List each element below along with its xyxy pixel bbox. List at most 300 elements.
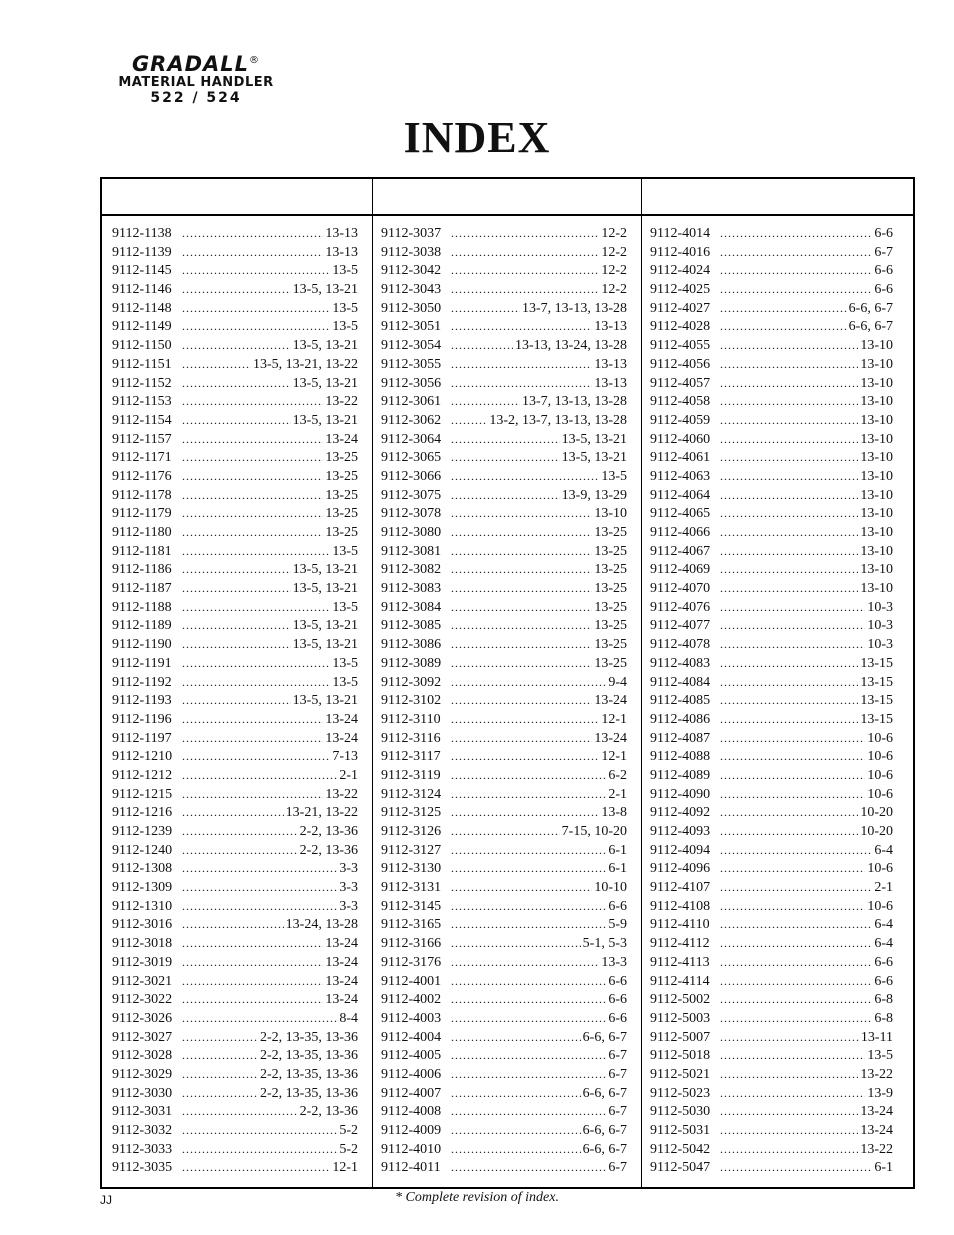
dot-leader (182, 841, 298, 861)
dot-leader (720, 841, 872, 861)
dot-leader (720, 729, 865, 749)
part-number: 9112-4088 (650, 749, 711, 765)
page-reference: 13-10 (860, 562, 893, 578)
dot-leader (720, 822, 858, 842)
index-entry (642, 691, 913, 710)
part-number: 9112-3075 (381, 487, 442, 503)
index-entry (102, 1102, 372, 1121)
index-entry (102, 261, 372, 280)
part-number: 9112-4002 (381, 992, 442, 1008)
part-number: 9112-1215 (112, 786, 173, 802)
dot-leader (720, 523, 858, 543)
part-number: 9112-3061 (381, 394, 442, 410)
page-reference: 13-5 (601, 468, 627, 484)
part-number: 9112-3086 (381, 637, 442, 653)
part-number: 9112-3042 (381, 263, 442, 279)
page-reference: 6-6, 6-7 (582, 1029, 627, 1045)
logo-subtitle: MATERIAL HANDLER (118, 75, 274, 90)
dot-leader (451, 972, 606, 992)
dot-leader (451, 1121, 581, 1141)
index-column-1 (102, 214, 373, 1187)
page-reference: 3-3 (339, 880, 358, 896)
page-reference: 2-2, 13-35, 13-36 (260, 1048, 358, 1064)
index-entry (373, 579, 641, 598)
page-reference: 6-6 (608, 973, 627, 989)
dot-leader (720, 972, 872, 992)
dot-leader (451, 859, 606, 879)
dot-leader (720, 953, 872, 973)
page-reference: 13-5, 13-21, 13-22 (253, 356, 358, 372)
page-reference: 13-25 (325, 468, 358, 484)
dot-leader (451, 261, 599, 281)
page-reference: 6-6, 6-7 (582, 1141, 627, 1157)
page-reference: 5-2 (339, 1123, 358, 1138)
dot-leader (720, 915, 872, 935)
page-reference: 13-5 (867, 1048, 893, 1064)
page-reference: 13-24 (594, 730, 627, 746)
index-entry (642, 972, 913, 991)
index-entry (642, 616, 913, 635)
part-number: 9112-4066 (650, 525, 711, 540)
part-number: 9112-3092 (381, 674, 442, 690)
dot-leader (720, 859, 865, 879)
dot-leader (720, 785, 865, 805)
dot-leader (720, 1028, 859, 1048)
part-number: 9112-1197 (112, 730, 172, 746)
part-number: 9112-1154 (112, 412, 172, 428)
part-number: 9112-4089 (650, 767, 711, 783)
dot-leader (451, 635, 592, 655)
part-number: 9112-4065 (650, 506, 711, 522)
part-number: 9112-4084 (650, 674, 711, 690)
page-reference: 13-24, 13-28 (285, 917, 358, 933)
index-entry (642, 430, 913, 449)
dot-leader (182, 990, 323, 1010)
part-number: 9112-1153 (112, 394, 172, 410)
dot-leader (182, 523, 323, 543)
index-entry (373, 467, 641, 486)
page-reference: 3-3 (339, 898, 358, 914)
part-number: 9112-3081 (381, 543, 442, 559)
dot-leader (182, 1158, 330, 1178)
dot-leader (451, 560, 592, 580)
dot-leader (182, 355, 251, 375)
dot-leader (182, 486, 323, 506)
dot-leader (720, 355, 858, 375)
page-reference: 13-10 (860, 487, 893, 503)
dot-leader (182, 1065, 258, 1085)
dot-leader (182, 747, 330, 767)
dot-leader (182, 1028, 258, 1048)
part-number: 9112-5003 (650, 1010, 711, 1026)
page-reference: 2-2, 13-36 (299, 842, 358, 858)
page-reference: 13-21, 13-22 (285, 805, 358, 821)
page-reference: 6-1 (608, 842, 627, 858)
part-number: 9112-1189 (112, 618, 172, 634)
index-entry (373, 822, 641, 841)
index-entry (642, 803, 913, 822)
page-reference: 13-22 (860, 1066, 893, 1082)
page-reference: 13-24 (325, 973, 358, 989)
page-reference: 13-10 (860, 412, 893, 428)
part-number: 9112-4059 (650, 412, 711, 428)
dot-leader (182, 261, 330, 281)
dot-leader (720, 1102, 858, 1122)
index-entry (102, 542, 372, 561)
dot-leader (720, 673, 858, 693)
part-number: 9112-3066 (381, 468, 442, 484)
index-entry (642, 560, 913, 579)
part-number: 9112-4057 (650, 375, 711, 391)
dot-leader (720, 411, 858, 431)
dot-leader (720, 691, 858, 711)
index-entry (373, 616, 641, 635)
dot-leader (720, 1009, 872, 1029)
dot-leader (451, 411, 487, 431)
part-number: 9112-1187 (112, 581, 172, 597)
part-number: 9112-4055 (650, 338, 711, 354)
index-entry (373, 1046, 641, 1065)
part-number: 9112-3065 (381, 450, 442, 466)
index-entry (102, 336, 372, 355)
page-reference: 13-24 (325, 431, 358, 447)
index-entry (373, 392, 641, 411)
dot-leader (720, 467, 858, 487)
index-entry (642, 915, 913, 934)
part-number: 9112-1308 (112, 861, 173, 877)
dot-leader (720, 598, 865, 618)
index-entry (102, 504, 372, 523)
dot-leader (451, 803, 599, 823)
part-number: 9112-1310 (112, 898, 173, 914)
part-number: 9112-1138 (112, 226, 172, 241)
part-number: 9112-4024 (650, 263, 711, 279)
page-reference: 6-6 (874, 954, 893, 970)
page-reference: 6-6 (608, 992, 627, 1008)
part-number: 9112-3064 (381, 431, 442, 447)
page-reference: 13-25 (594, 637, 627, 653)
page-reference: 7-13 (332, 749, 358, 765)
index-entry (642, 299, 913, 318)
page-reference: 13-22 (860, 1141, 893, 1157)
page-reference: 6-6, 6-7 (582, 1085, 627, 1101)
page-reference: 10-3 (867, 599, 893, 615)
dot-leader (182, 374, 291, 394)
page-reference: 13-15 (860, 674, 893, 690)
page-reference: 6-6 (874, 282, 893, 298)
index-entry (373, 729, 641, 748)
part-number: 9112-4011 (381, 1160, 441, 1176)
dot-leader (182, 448, 323, 468)
part-number: 9112-1151 (112, 356, 172, 372)
part-number: 9112-4004 (381, 1029, 442, 1045)
part-number: 9112-1171 (112, 450, 172, 466)
page-reference: 13-5, 13-21 (292, 375, 358, 391)
dot-leader (720, 504, 858, 524)
part-number: 9112-3145 (381, 898, 442, 914)
index-entry (642, 243, 913, 262)
page-reference: 13-5, 13-21 (292, 618, 358, 634)
part-number: 9112-3032 (112, 1123, 173, 1138)
dot-leader (451, 467, 599, 487)
index-entry (373, 1065, 641, 1084)
index-entry (373, 1140, 641, 1159)
dot-leader (451, 616, 592, 636)
part-number: 9112-4077 (650, 618, 711, 634)
part-number: 9112-4003 (381, 1010, 442, 1026)
index-entry (642, 392, 913, 411)
page-reference: 10-10 (594, 880, 627, 896)
page-reference: 5-1, 5-3 (582, 936, 627, 952)
index-entry (642, 598, 913, 617)
part-number: 9112-4083 (650, 655, 711, 671)
page-reference: 6-6 (874, 263, 893, 279)
dot-leader (720, 1121, 858, 1141)
index-entry (642, 785, 913, 804)
page-reference: 10-6 (867, 786, 893, 802)
index-entry (373, 841, 641, 860)
index-entry (102, 691, 372, 710)
index-entry (373, 280, 641, 299)
part-number: 9112-5002 (650, 992, 711, 1008)
dot-leader (182, 467, 323, 487)
page-reference: 9-4 (608, 674, 627, 690)
part-number: 9112-4010 (381, 1141, 442, 1157)
dot-leader (182, 654, 330, 674)
index-entry (373, 486, 641, 505)
part-number: 9112-4094 (650, 842, 711, 858)
index-entry (373, 261, 641, 280)
index-table (100, 177, 915, 1189)
dot-leader (451, 243, 599, 263)
page-reference: 13-24 (325, 711, 358, 727)
index-entry (373, 915, 641, 934)
index-entry (642, 542, 913, 561)
part-number: 9112-3043 (381, 282, 442, 298)
part-number: 9112-3050 (381, 300, 442, 316)
part-number: 9112-3056 (381, 375, 442, 391)
part-number: 9112-3083 (381, 581, 442, 597)
dot-leader (451, 691, 592, 711)
dot-leader (182, 953, 323, 973)
dot-leader (451, 1158, 606, 1178)
page-reference: 2-1 (339, 767, 358, 783)
dot-leader (451, 841, 606, 861)
index-entry (102, 897, 372, 916)
page-reference: 13-13 (594, 319, 627, 335)
part-number: 9112-3022 (112, 992, 173, 1008)
index-entry (642, 1140, 913, 1159)
part-number: 9112-3051 (381, 319, 442, 335)
part-number: 9112-1239 (112, 824, 173, 839)
part-number: 9112-3176 (381, 954, 442, 970)
index-entry (102, 803, 372, 822)
part-number: 9112-4113 (650, 954, 710, 970)
part-number: 9112-1210 (112, 749, 173, 765)
page-reference: 6-7 (874, 244, 893, 260)
index-entry (102, 299, 372, 318)
dot-leader (451, 374, 592, 394)
index-entry (642, 934, 913, 953)
dot-leader (451, 579, 592, 599)
part-number: 9112-1148 (112, 300, 172, 316)
page-reference: 6-6, 6-7 (848, 300, 893, 316)
index-entry (642, 1065, 913, 1084)
index-entry (102, 1046, 372, 1065)
index-entry (373, 1102, 641, 1121)
dot-leader (720, 878, 872, 898)
dot-leader (720, 710, 858, 730)
part-number: 9112-3029 (112, 1066, 173, 1082)
page-reference: 6-7 (608, 1066, 627, 1082)
index-entry (102, 1158, 372, 1177)
part-number: 9112-4027 (650, 300, 711, 316)
index-entry (102, 1140, 372, 1159)
part-number: 9112-5021 (650, 1066, 711, 1082)
index-entry (642, 1009, 913, 1028)
part-number: 9112-5047 (650, 1160, 711, 1176)
dot-leader (720, 1065, 858, 1085)
part-number: 9112-3026 (112, 1010, 173, 1026)
part-number: 9112-3019 (112, 954, 173, 970)
page-reference: 12-2 (601, 282, 627, 298)
page-reference: 13-25 (594, 581, 627, 597)
index-entry (102, 878, 372, 897)
header-cell-1 (102, 179, 373, 214)
page-reference: 13-25 (594, 525, 627, 540)
page-reference: 2-2, 13-36 (299, 824, 358, 839)
index-entry (373, 934, 641, 953)
index-entry (102, 747, 372, 766)
page-reference: 13-10 (860, 450, 893, 466)
page-reference: 13-10 (860, 543, 893, 559)
index-entry (373, 878, 641, 897)
dot-leader (720, 766, 865, 786)
page-reference: 6-7 (608, 1048, 627, 1064)
index-entry (373, 299, 641, 318)
part-number: 9112-1180 (112, 525, 172, 540)
page-title: INDEX (403, 113, 551, 162)
index-entry (642, 710, 913, 729)
page-reference: 12-1 (332, 1160, 358, 1176)
page-reference: 6-8 (874, 1010, 893, 1026)
page-reference: 10-20 (860, 824, 893, 839)
page-reference: 13-15 (860, 711, 893, 727)
dot-leader (182, 635, 291, 655)
dot-leader (720, 579, 858, 599)
part-number: 9112-3021 (112, 973, 173, 989)
dot-leader (451, 766, 606, 786)
part-number: 9112-1179 (112, 506, 172, 522)
page-reference: 10-6 (867, 861, 893, 877)
index-entry (642, 504, 913, 523)
dot-leader (720, 654, 858, 674)
dot-leader (720, 635, 865, 655)
dot-leader (451, 542, 592, 562)
index-entry (102, 766, 372, 785)
dot-leader (451, 224, 599, 244)
part-number: 9112-1191 (112, 655, 172, 671)
index-entry (642, 1028, 913, 1047)
dot-leader (720, 1084, 865, 1104)
part-number: 9112-1178 (112, 487, 172, 503)
dot-leader (451, 430, 560, 450)
dot-leader (182, 972, 323, 992)
index-entry (642, 953, 913, 972)
index-entry (373, 859, 641, 878)
page-reference: 13-25 (325, 450, 358, 466)
page-reference: 6-7 (608, 1160, 627, 1176)
dot-leader (182, 673, 330, 693)
dot-leader (182, 915, 284, 935)
part-number: 9112-1193 (112, 693, 172, 709)
index-entry (373, 654, 641, 673)
page-reference: 13-5 (332, 674, 358, 690)
page-reference: 2-1 (608, 786, 627, 802)
dot-leader (720, 261, 872, 281)
index-entry (373, 336, 641, 355)
dot-leader (182, 616, 291, 636)
index-entry (102, 1065, 372, 1084)
page-reference: 2-2, 13-35, 13-36 (260, 1066, 358, 1082)
logo-model: 522 / 524 (150, 90, 242, 106)
page-reference: 13-10 (860, 356, 893, 372)
page-reference: 6-6, 6-7 (848, 319, 893, 335)
index-entry (373, 990, 641, 1009)
part-number: 9112-3131 (381, 880, 442, 896)
index-entry (373, 1158, 641, 1177)
page-reference: 13-5 (332, 319, 358, 335)
dot-leader (451, 299, 520, 319)
page-reference: 13-9, 13-29 (561, 487, 627, 503)
part-number: 9112-4016 (650, 244, 711, 260)
dot-leader (182, 542, 330, 562)
page-reference: 12-1 (601, 749, 627, 765)
part-number: 9112-3119 (381, 767, 441, 783)
index-entry (102, 411, 372, 430)
page-reference: 13-13 (325, 226, 358, 241)
index-entry (373, 803, 641, 822)
dot-leader (451, 523, 592, 543)
page-reference: 10-6 (867, 730, 893, 746)
index-entry (373, 1009, 641, 1028)
part-number: 9112-4056 (650, 356, 711, 372)
dot-leader (720, 616, 865, 636)
part-number: 9112-3054 (381, 338, 442, 354)
page-reference: 13-25 (325, 506, 358, 522)
index-entry (642, 990, 913, 1009)
part-number: 9112-3038 (381, 244, 442, 260)
dot-leader (182, 1102, 298, 1122)
part-number: 9112-3055 (381, 356, 442, 372)
dot-leader (720, 897, 865, 917)
index-entry (102, 859, 372, 878)
index-entry (642, 878, 913, 897)
dot-leader (451, 785, 606, 805)
part-number: 9112-4108 (650, 898, 711, 914)
index-entry (102, 915, 372, 934)
index-entry (373, 785, 641, 804)
dot-leader (182, 822, 298, 842)
index-entry (102, 392, 372, 411)
page-reference: 13-11 (860, 1029, 893, 1045)
page-reference: 6-6 (874, 226, 893, 241)
page-reference: 13-10 (860, 338, 893, 354)
dot-leader (451, 1046, 606, 1066)
part-number: 9112-1188 (112, 599, 172, 615)
page-reference: 10-6 (867, 749, 893, 765)
part-number: 9112-4007 (381, 1085, 442, 1101)
